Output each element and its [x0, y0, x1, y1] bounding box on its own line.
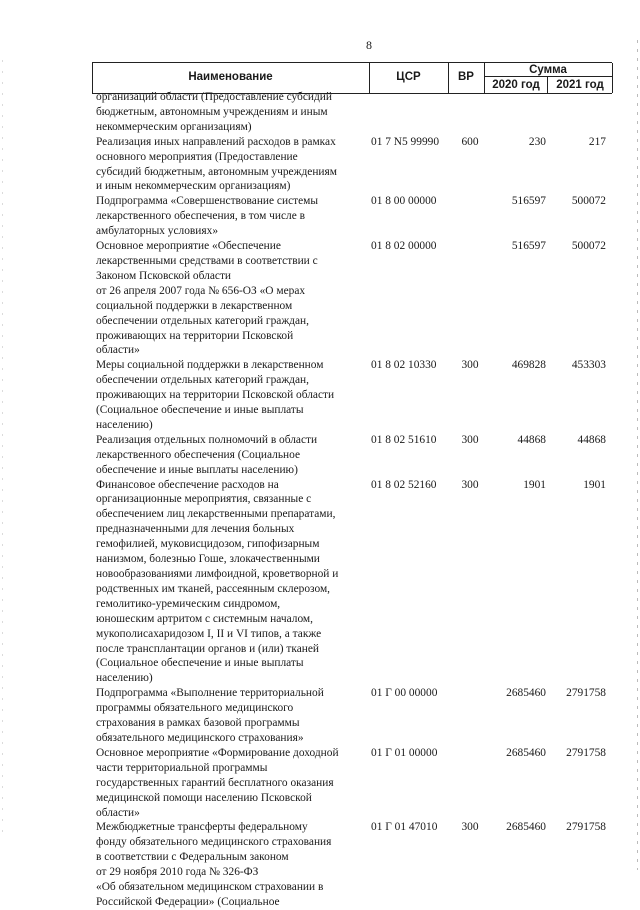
header-vr: ВР: [458, 71, 474, 83]
row-csr: 01 Г 01 00000: [371, 746, 438, 759]
header-name: Наименование: [188, 71, 273, 83]
row-vr: 300: [461, 359, 479, 372]
table-body: [96, 90, 616, 910]
header-sum: Сумма: [529, 64, 567, 76]
row-sum-2021: 500072: [571, 240, 606, 253]
row-name: Межбюджетные трансферты федеральному фонду обязательного медицинского страхования в соответствии с Федеральным законом от 29 ноября 2010 года № 326-ФЗ «Об обязательном медицинском страховании в Российской Федерации» (Социальное: [96, 821, 332, 908]
row-sum-2020: 2685460: [506, 746, 546, 759]
header-csr: ЦСР: [396, 71, 421, 83]
row-sum-2020: 469828: [511, 359, 546, 372]
row-sum-2020: 2685460: [506, 821, 546, 834]
row-sum-2020: 44868: [517, 433, 546, 446]
row-sum-2020: 2685460: [506, 687, 546, 700]
row-sum-2021: 217: [588, 135, 606, 148]
row-name: Подпрограмма «Совершенствование системы лекарственного обеспечения, в том числе в амбулаторных условиях»: [96, 195, 319, 238]
row-csr: 01 8 02 10330: [371, 359, 437, 372]
row-csr: 01 8 02 00000: [371, 240, 437, 253]
row-vr: 300: [461, 433, 479, 446]
row-sum-2021: 2791758: [566, 746, 606, 759]
row-sum-2020: 230: [528, 135, 546, 148]
row-sum-2021: 1901: [583, 478, 606, 491]
row-sum-2021: 453303: [571, 359, 606, 372]
row-name: Реализация отдельных полномочий в области лекарственного обеспечения (Социальное обеспечение и иные выплаты населению): [96, 433, 318, 476]
table-row: [96, 194, 616, 239]
row-sum-2020: 1901: [523, 478, 546, 491]
row-name: Подпрограмма «Выполнение территориальной программы обязательного медицинского страхования в рамках базовой программы обязательного медицинского страхования»: [96, 687, 324, 744]
table-row: [96, 746, 616, 821]
table-row: [96, 90, 616, 135]
row-name: Основное мероприятие «Формирование доходной части территориальной программы государственных гарантий бесплатного оказания медицинской помощи населению Псковской области»: [96, 746, 339, 819]
row-name: Реализация иных направлений расходов в рамках основного мероприятия (Предоставление субсидий бюджетным, автономным учреждениям и иным некоммерческим организациям): [96, 135, 337, 193]
row-sum-2021: 44868: [577, 433, 606, 446]
row-name: Основное мероприятие «Обеспечение лекарственными средствами в соответствии с Законом Псковской области от 26 апреля 2007 года № 656-ОЗ «О мерах социальной поддержки в лекарственном обеспечении отдельных категорий граждан, проживающих на территории Псковской области»: [96, 240, 318, 357]
header-year-2020: 2020 год: [492, 79, 540, 91]
table-row: [96, 478, 616, 687]
row-csr: 01 Г 01 47010: [371, 821, 438, 834]
table-row: [96, 433, 616, 478]
row-sum-2021: 2791758: [566, 687, 606, 700]
row-name: Финансовое обеспечение расходов на организационные мероприятия, связанные с обеспечением лиц лекарственными препаратами, предназначенными для лечения больных гемофилией, муковисцидозом, гипофизарным нанизмом, болезнью Гоше, злокачественными новообразованиями лимфоидной, кроветворной и родственных им тканей, рассеянным склерозом, гемолитико-уремическим синдромом, юношеским артритом с системным началом, мукополисахаридозом I, II и VI типов, а также после трансплантации органов и (или) тканей (Социальное обеспечение и иные выплаты населению): [96, 478, 339, 685]
row-sum-2021: 500072: [571, 195, 606, 208]
table-row: [96, 686, 616, 746]
row-csr: 01 8 02 51610: [371, 433, 437, 446]
row-sum-2021: 2791758: [566, 821, 606, 834]
row-name: организаций области (Предоставление субсидий бюджетным, автономным учреждениям и иным некоммерческим организациям): [96, 91, 332, 133]
table-row: [96, 358, 616, 433]
scan-edge-right: [637, 40, 638, 870]
page-number: 8: [366, 38, 372, 52]
row-vr: 300: [461, 821, 479, 834]
row-name: Меры социальной поддержки в лекарственном обеспечении отдельных категорий граждан, проживающих на территории Псковской области (Социальное обеспечение и иные выплаты населению): [96, 359, 335, 431]
table-row: [96, 820, 616, 909]
row-csr: 01 7 N5 99990: [371, 135, 440, 148]
scan-edge-left: [2, 60, 3, 840]
row-sum-2020: 516597: [511, 240, 546, 253]
row-vr: 600: [461, 135, 479, 148]
row-csr: 01 8 00 00000: [371, 195, 437, 208]
row-csr: 01 Г 00 00000: [371, 687, 438, 700]
row-vr: 300: [461, 478, 479, 491]
header-year-2021: 2021 год: [556, 79, 604, 91]
table-row: [96, 239, 616, 358]
table-row: [96, 135, 616, 195]
row-sum-2020: 516597: [511, 195, 546, 208]
row-csr: 01 8 02 52160: [371, 478, 437, 491]
